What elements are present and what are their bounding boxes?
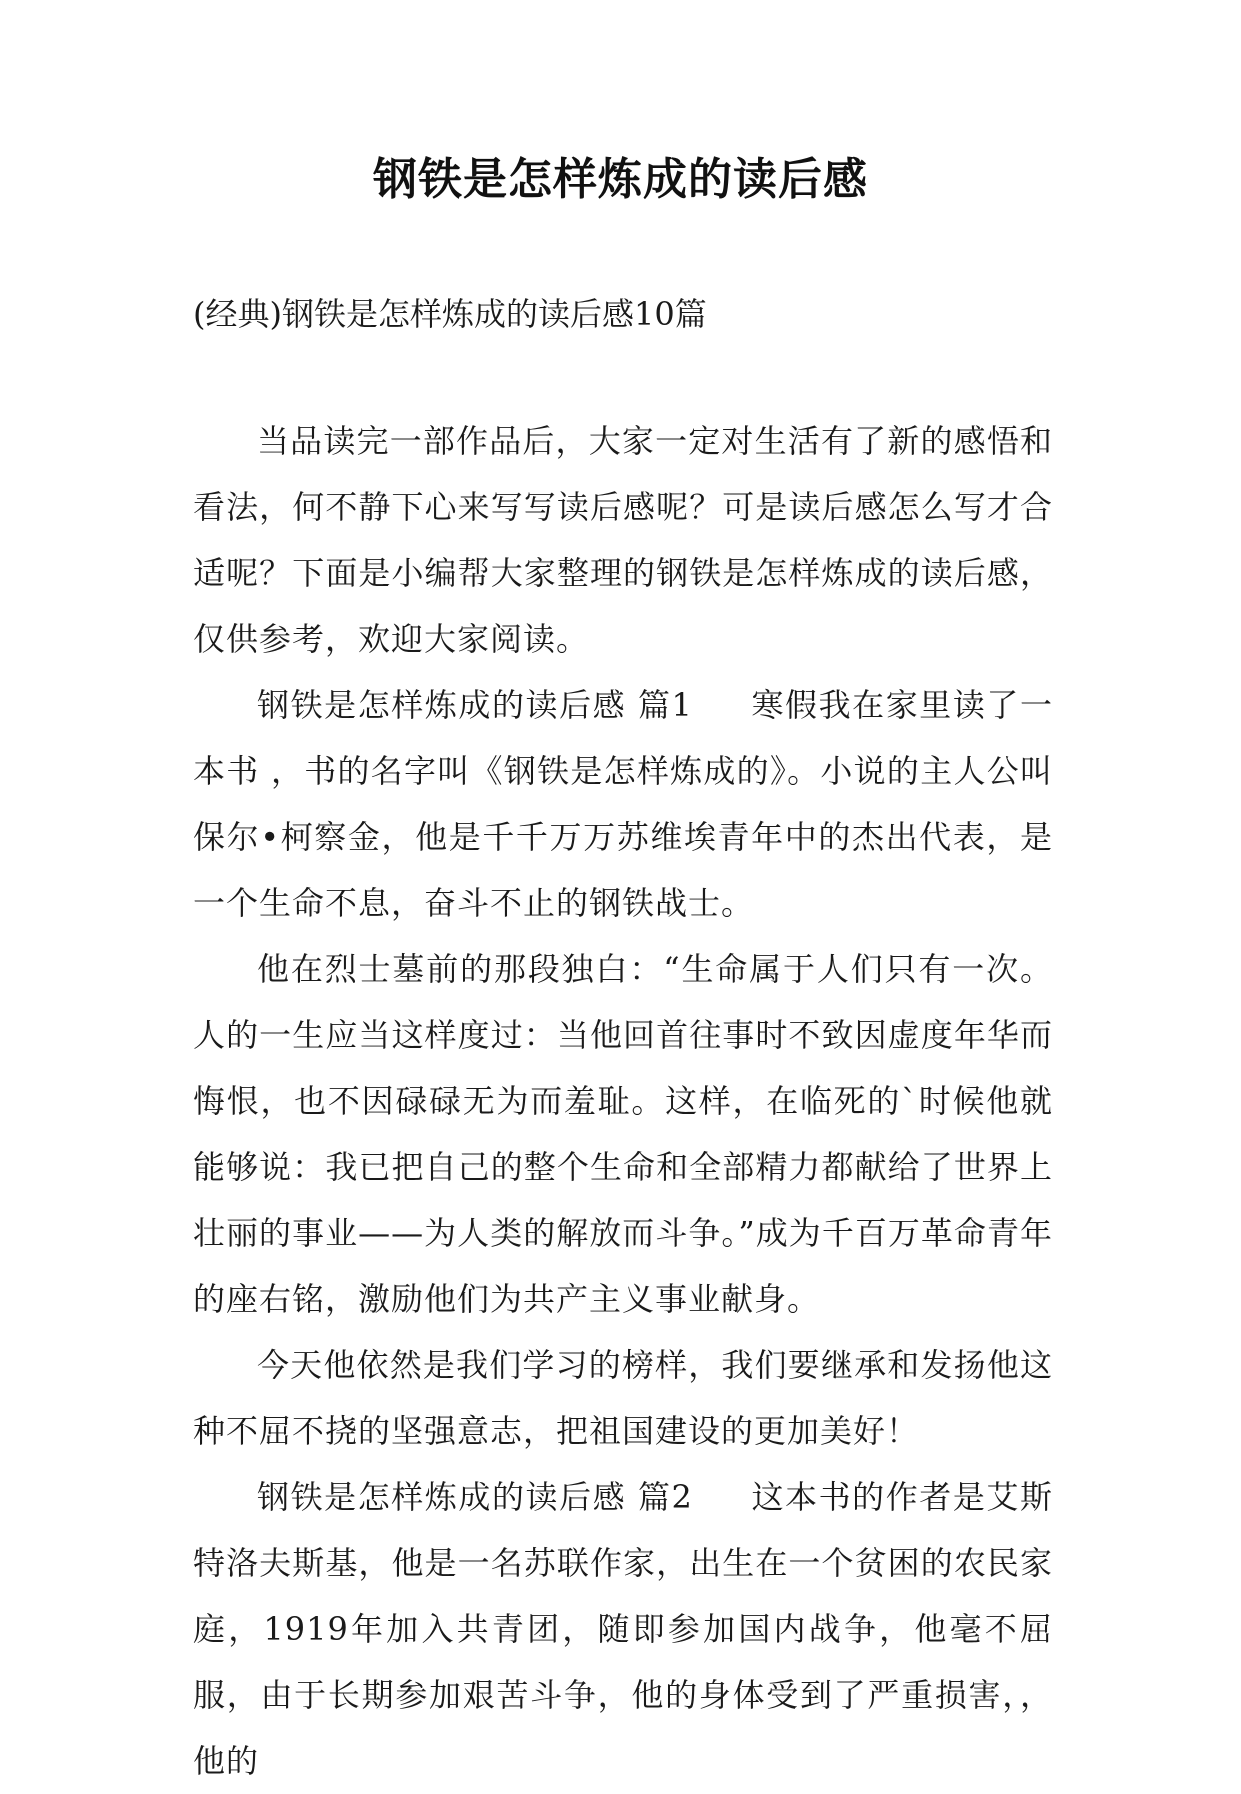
- paragraph-text: 他在烈士墓前的那段独白：“生命属于人们只有一次。人的一生应当这样度过：当他回首往事时不致因虚度年华而悔恨，也不因碌碌无为而羞耻。这样，在临死的`时候他就能够说：我已把自己的整个生命和全部精力都献给了世界上壮丽的事业——为人类的解放而斗争。”成为千百万革命青年的座右铭，激励他们为共产主义事业献身。: [193, 950, 1053, 1318]
- essay-2-paragraph: [193, 1464, 1053, 1794]
- essay-heading: 钢铁是怎样炼成的读后感 篇1: [257, 686, 693, 724]
- document-body: [193, 408, 1053, 1794]
- paragraph-text: 寒假我在家里读了一本书 ，书的名字叫《钢铁是怎样炼成的》。小说的主人公叫保尔•柯察金，他是千千万万苏维埃青年中的杰出代表，是一个生命不息，奋斗不止的钢铁战士。: [193, 686, 1053, 922]
- paragraph-text: 这本书的作者是艾斯特洛夫斯基，他是一名苏联作家，出生在一个贫困的农民家庭，1919年加入共青团，随即参加国内战争，他毫不屈服，由于长期参加艰苦斗争，他的身体受到了严重损害，，他的: [193, 1478, 1053, 1780]
- paragraph-text: 当品读完一部作品后，大家一定对生活有了新的感悟和看法，何不静下心来写写读后感呢？可是读后感怎么写才合适呢？下面是小编帮大家整理的钢铁是怎样炼成的读后感，仅供参考，欢迎大家阅读。: [193, 422, 1053, 658]
- paragraph-text: 今天他依然是我们学习的榜样，我们要继承和发扬他这种不屈不挠的坚强意志，把祖国建设的更加美好！: [193, 1346, 1053, 1450]
- conclusion-paragraph: [193, 1332, 1053, 1464]
- essay-heading: 钢铁是怎样炼成的读后感 篇2: [257, 1478, 693, 1516]
- essay-1-paragraph: [193, 672, 1053, 936]
- document-title: 钢铁是怎样炼成的读后感: [373, 154, 868, 205]
- monologue-paragraph: [193, 936, 1053, 1332]
- document-subtitle: (经典)钢铁是怎样炼成的读后感10篇: [193, 295, 707, 333]
- intro-paragraph: [193, 408, 1053, 672]
